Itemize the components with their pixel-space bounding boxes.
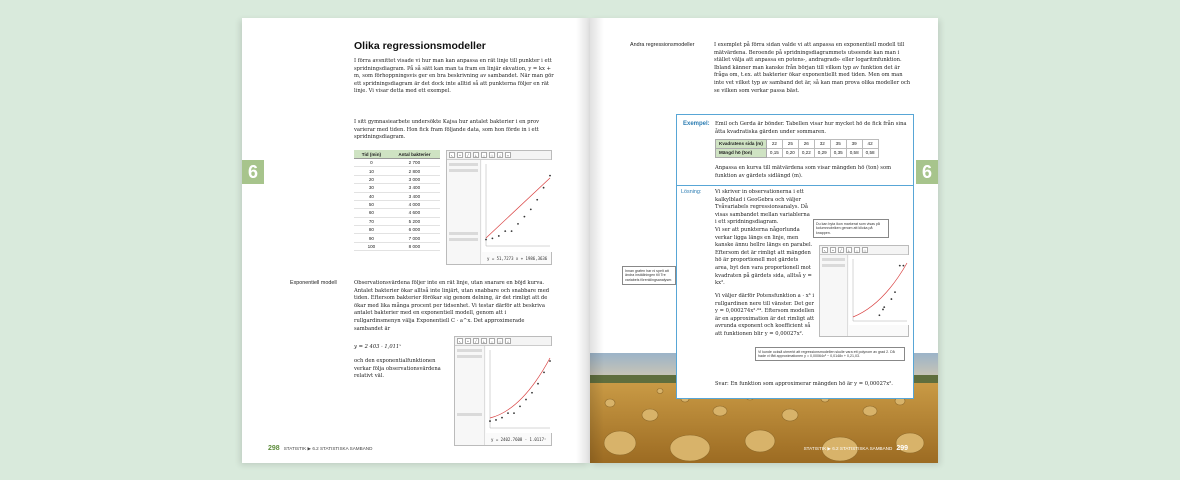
power-curve xyxy=(853,263,907,317)
tool-icon[interactable]: ↖ xyxy=(823,248,827,253)
cell-time: 60 xyxy=(354,209,389,217)
table-cell: 0,20 xyxy=(782,148,798,157)
left-footer xyxy=(268,444,372,453)
data-point xyxy=(549,175,551,177)
margin-label-exponential: Exponentiell modell xyxy=(290,280,337,286)
tool-icon[interactable]: ∠ xyxy=(498,153,502,158)
exponential-curve xyxy=(490,358,550,418)
data-point xyxy=(543,187,545,189)
example-box xyxy=(676,114,914,399)
geogebra-window-linear xyxy=(446,150,552,265)
data-point xyxy=(504,230,506,232)
tool-icon[interactable]: / xyxy=(474,339,478,344)
cell-count: 2 700 xyxy=(389,159,440,167)
tool-icon[interactable]: ∠ xyxy=(506,339,510,344)
solution-paragraph-1: Vi skriver in observationerna i ett kalkylblad i GeoGebra och väljer Tvåvariabels regressionsanalys. Då visas sambandet mellan variablerna i ett spridningsdiagram. xyxy=(715,189,810,226)
power-scatter-plot xyxy=(849,255,909,325)
cell-count: 2 800 xyxy=(389,167,440,175)
exponential-follow-text: och den exponentialfunktionen verkar följa observationsvärdena relativt väl. xyxy=(354,358,441,380)
cell-count: 6 000 xyxy=(389,226,440,234)
geogebra-toolbar xyxy=(820,246,908,255)
table-row xyxy=(354,234,440,242)
chapter-tab-right: 6 xyxy=(916,160,938,184)
cell-count: 7 000 xyxy=(389,234,440,242)
page-number: 298 xyxy=(268,445,280,452)
table-row xyxy=(354,209,440,217)
tool-icon[interactable]: △ xyxy=(490,339,494,344)
right-page xyxy=(590,18,938,463)
tool-icon[interactable]: △ xyxy=(482,153,486,158)
table-header-time: Tid (min) xyxy=(354,150,389,159)
table-row xyxy=(354,184,440,192)
cell-count: 5 200 xyxy=(389,217,440,225)
data-point xyxy=(891,298,893,300)
table-cell: 39 xyxy=(846,140,862,149)
table-cell: 0,58 xyxy=(846,148,862,157)
table-row xyxy=(354,200,440,208)
page-number: 299 xyxy=(896,445,908,452)
other-models-paragraph: I exemplet på förra sidan valde vi att anpassa en exponentiell modell till mätvärdena. Beroende på spridningsdiagrammets utseende kan man i stället välja att anpassa en potens-, andragrads- eller logaritmfunktion. Ibland känner man kanske från början till vilken typ av funktion det är fråga om, t.ex. att bakterier ökar exponentiellt med tiden. Men om man inte vet vilket typ av samband det är, så kan man prova olika modeller och se vilken som verkar passa bäst. xyxy=(714,42,911,94)
table-row xyxy=(354,167,440,175)
solution-paragraph-3: Vi väljer därför Potensfunktion a · xᵇ i rullgardinen nere till vänster. Det ger y = 0,000274x²·⁰⁴. Eftersom modellen är en approximation är det rimligt att avrunda exponent och koefficient så att funktionen blir y = 0,00027x². xyxy=(715,293,815,337)
table-cell: 0,29 xyxy=(814,148,830,157)
answer-text: Svar: En funktion som approximerar mängden hö är y = 0,00027x². xyxy=(715,381,893,387)
cell-time: 50 xyxy=(354,200,389,208)
tool-icon[interactable]: ○ xyxy=(490,153,494,158)
tool-icon[interactable]: ⊥ xyxy=(474,153,478,158)
geogebra-window-power xyxy=(819,245,909,337)
table-cell: 42 xyxy=(862,140,878,149)
tool-icon[interactable]: ↖ xyxy=(458,339,462,344)
right-footer xyxy=(804,444,908,453)
table-cell: 35 xyxy=(830,140,846,149)
geogebra-toolbar xyxy=(455,337,551,346)
cell-count: 3 400 xyxy=(389,184,440,192)
data-point xyxy=(492,237,494,239)
intro-paragraph-1: I förra avsnittet visade vi hur man kan anpassa en rät linje till punkter i ett spridningsdiagram. På så sätt kan man ta fram en linjär ekvation, y = kx + m, som förhoppningsvis ger en bra beskrivning av sambandet. När man gör ett spridningsdiagram är det dock inte alltid så att punkterna följer en rät linje. Vi visar detta med ett exempel. xyxy=(354,58,554,95)
data-point xyxy=(899,265,901,267)
cell-time: 40 xyxy=(354,192,389,200)
tool-icon[interactable]: / xyxy=(466,153,470,158)
tool-icon[interactable]: • xyxy=(458,153,462,158)
callout-left: Innan grafen har ni spelt att ändra inställningen till Tre variabels förenklingsanalyser. xyxy=(622,266,676,285)
table-cell: 26 xyxy=(798,140,814,149)
tool-icon[interactable]: ⊥ xyxy=(482,339,486,344)
table-cell: 0,35 xyxy=(830,148,846,157)
bacteria-table xyxy=(354,150,440,251)
table-cell: 0,22 xyxy=(798,148,814,157)
data-point xyxy=(519,405,521,407)
geogebra-sidebar xyxy=(820,255,848,336)
data-point xyxy=(537,383,539,385)
geogebra-sidebar xyxy=(447,160,481,264)
data-point xyxy=(531,392,533,394)
table-row-label-hay: Mängd hö (ton) xyxy=(716,148,767,157)
table-cell: 0,58 xyxy=(862,148,878,157)
data-point xyxy=(882,309,884,311)
cell-time: 0 xyxy=(354,159,389,167)
exponential-equation: y = 2402.7608 · 1.0117ˣ xyxy=(491,437,547,442)
tool-icon[interactable]: ↔ xyxy=(506,153,510,158)
hay-table xyxy=(715,139,879,158)
chapter-tab-left: 6 xyxy=(242,160,264,184)
exponential-formula: y = 2 403 · 1,011ˣ xyxy=(354,344,402,350)
table-cell: 0,15 xyxy=(766,148,782,157)
data-point xyxy=(530,209,532,211)
cell-time: 90 xyxy=(354,234,389,242)
intro-paragraph-2: I sitt gymnasiearbete undersökte Kajsa hur antalet bakterier i en prov varierar med tiden. Hon fick fram följande data, som hon förde in i ett spridningsdiagram. xyxy=(354,119,540,141)
tool-icon[interactable]: ○ xyxy=(498,339,502,344)
cell-count: 3 400 xyxy=(389,192,440,200)
cell-count: 4 000 xyxy=(389,200,440,208)
data-point xyxy=(511,230,513,232)
callout-bottom: Vi kunde också utmerkt att regressionsmodellen skulle vara ett polynom av grad 2. Då hade vi fått approximationen y = 0,00064x² − 0,0148x + 0,21,03. xyxy=(755,347,905,361)
callout-top: Du kan byta ikon markerat som visas på kolumnrubriken genom att klicka på knappen. xyxy=(813,219,889,238)
data-point xyxy=(513,412,515,414)
data-point xyxy=(489,420,491,422)
cell-count: 8 000 xyxy=(389,242,440,250)
cell-time: 70 xyxy=(354,217,389,225)
table-cell: 25 xyxy=(782,140,798,149)
example-text: Emil och Gerda är bönder. Tabellen visar hur mycket hö de fick från sina åtta kvadratiska gärden under sommaren. xyxy=(715,121,907,135)
margin-label-other-models: Andra regressionsmodeller xyxy=(630,42,695,48)
data-point xyxy=(524,216,526,218)
table-row xyxy=(354,159,440,167)
example-label: Exempel: xyxy=(683,121,710,127)
tool-icon[interactable]: △ xyxy=(855,248,859,253)
cell-time: 100 xyxy=(354,242,389,250)
data-point xyxy=(543,371,545,373)
cell-count: 4 600 xyxy=(389,209,440,217)
table-row-label-side: Kvadratens sida (m) xyxy=(716,140,767,149)
data-point xyxy=(485,239,487,241)
data-point xyxy=(525,399,527,401)
cell-time: 20 xyxy=(354,175,389,183)
data-point xyxy=(501,417,503,419)
data-point xyxy=(903,265,905,267)
tool-icon[interactable]: ⊥ xyxy=(847,248,851,253)
example-question: Anpassa en kurva till mätvärdena som visar mängden hö (ton) som funktion av gärdets sidlängd (m). xyxy=(715,165,891,179)
data-point xyxy=(517,223,519,225)
cell-time: 30 xyxy=(354,184,389,192)
footer-chapter: STATISTIK ▶ 6.2 STATISTISKA SAMBAND xyxy=(803,445,893,451)
regression-line xyxy=(486,178,550,238)
data-point xyxy=(894,291,896,293)
table-row xyxy=(354,192,440,200)
cell-count: 3 000 xyxy=(389,175,440,183)
footer-chapter: STATISTIK ▶ 6.2 STATISTISKA SAMBAND xyxy=(283,445,373,451)
table-row xyxy=(354,242,440,250)
cell-time: 10 xyxy=(354,167,389,175)
data-point xyxy=(498,235,500,237)
table-header-count: Antal bakterier xyxy=(389,150,440,159)
data-point xyxy=(536,199,538,201)
table-row xyxy=(354,175,440,183)
tool-icon[interactable]: • xyxy=(466,339,470,344)
data-point xyxy=(495,419,497,421)
data-point xyxy=(883,306,885,308)
exponential-paragraph: Observationsvärdena följer inte en rät linje, utan snarare en böjd kurva. Antalet bakterier ökar alltså inte linjärt, utan snabbare och snabbare med tiden. Eftersom bakterier förökar sig genom delning, är det rimligt att de ökar med lika många procent per tidsenhet. Vi testar därför att beskriva antalet bakterier med en exponentiell modell, genom att i rullgardinsmenyn välja Exponentiell C · a^x. Det approximerade sambandet är xyxy=(354,280,550,332)
solution-paragraph-2: Vi ser att punkterna någorlunda verkar ligga längs en linje, men kanske ännu hellre längs en parabel. Eftersom det är rimligt att mängden hö är proportionell mot gärdets area, byt den vara proportionell mot kvadraten på gärdets sida, alltså y = kx². xyxy=(715,227,813,287)
exponential-scatter-plot xyxy=(486,346,552,433)
tool-icon[interactable]: ○ xyxy=(863,248,867,253)
left-page xyxy=(242,18,590,463)
data-point xyxy=(879,314,881,316)
solution-label: Lösning: xyxy=(681,189,702,195)
table-row xyxy=(354,217,440,225)
section-title: Olika regressionsmodeller xyxy=(354,40,486,52)
geogebra-window-exponential xyxy=(454,336,552,446)
table-cell: 22 xyxy=(766,140,782,149)
cell-time: 80 xyxy=(354,226,389,234)
data-point xyxy=(507,412,509,414)
linear-scatter-plot xyxy=(482,160,552,252)
tool-icon[interactable]: / xyxy=(839,248,843,253)
data-point xyxy=(549,360,551,362)
tool-icon[interactable]: • xyxy=(831,248,835,253)
table-row xyxy=(354,226,440,234)
tool-icon[interactable]: ↖ xyxy=(450,153,454,158)
geogebra-sidebar xyxy=(455,346,485,445)
table-cell: 32 xyxy=(814,140,830,149)
linear-equation: y = 51,7273 x + 1986,3636 xyxy=(487,256,548,261)
geogebra-toolbar xyxy=(447,151,551,160)
